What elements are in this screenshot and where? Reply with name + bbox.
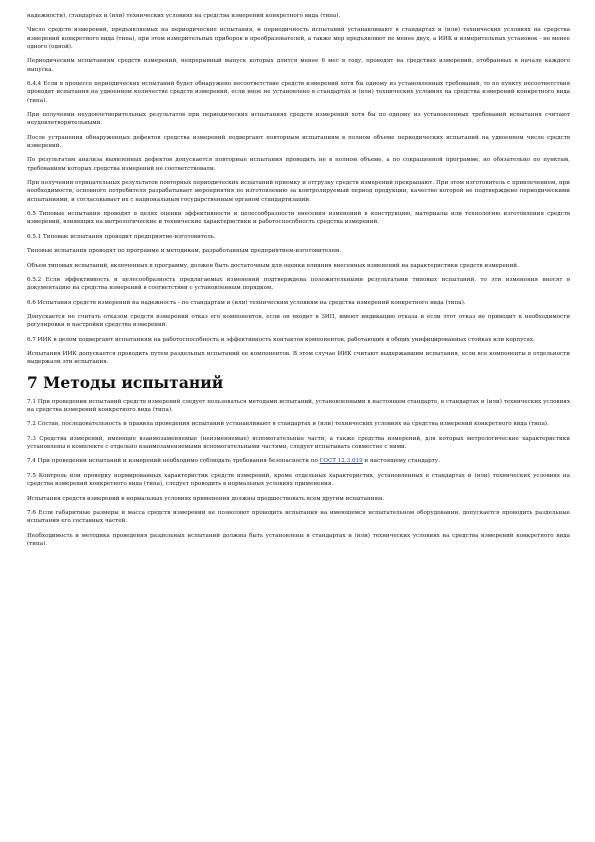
- paragraph: 6.4.4 Если в процессе периодических испытаний будет обнаружено несоответствие средств измерений хотя бы одному из установленных требований, то по пункту несоответствия проводят испытания на удвоенном количестве средств измерений, если иное не установлено в стандартах и (или) технических условиях на средства измерений конкретного вида (типа).: [27, 81, 570, 104]
- paragraph: 7.1 При проведении испытаний средств измерений следует пользоваться методами испытаний, установленными в настоящем стандарте, в стандартах и (или) технических условиях на средства измерений конкретного вида (типа).: [27, 398, 570, 413]
- paragraph: Необходимость и методика проведения раздельных испытаний должны быть установлены в стандартах и (или) технических условиях на средства измерений конкретного вида (типа).: [27, 532, 570, 547]
- paragraph: Испытания средств измерений в нормальных условиях применения должны предшествовать всем другим испытаниям.: [27, 495, 385, 502]
- paragraph-with-link: [27, 457, 570, 465]
- paragraph: Испытания ИИК допускается проводить путем раздельных испытаний ее компонентов. В этом случае ИИК считают выдержавшим испытания, если все компоненты в отдельности выдержали эти испытания.: [27, 351, 570, 366]
- paragraph: 7.2 Состав, последовательность и правила проведения испытаний устанавливают в стандартах и (или) технических условиях на средства измерений конкретного вида (типа).: [27, 421, 549, 428]
- paragraph: 7.5 Контроль или проверку нормированных характеристик средств измерений, кроме отдельных характеристик, установленных в стандартах и (или) технических условиях на средства измерений конкретного вида (типа), следует проводить в нормальных условиях применения.: [27, 472, 570, 488]
- paragraph: Допускается не считать отказом средств измерений отказ его компонентов, если он входит в ЗИП, имеют индикацию отказа и если этот отказ не приводит к необходимости регулировки и настройки средства измерений.: [27, 314, 570, 329]
- paragraph: По результатам анализа выявленных дефектов допускается повторные испытания проводить не в полном объеме, а по сокращенной программе, но обязательно по пунктам, требованиям которых средства измерений не соответствовали.: [27, 157, 570, 172]
- paragraph: 6.7 ИИК в целом подвергают испытаниям на работоспособность и эффективность контактов компонентов, работающих в общих унифицированных стойках или корпусах.: [27, 336, 535, 343]
- text-block-after: [27, 398, 570, 549]
- paragraph: 6.6 Испытания средств измерений на надежность - по стандартам и (или) техническим условиям на средства измерений конкретного вида (типа).: [27, 299, 466, 306]
- paragraph: При получении отрицательных результатов повторных периодических испытаний приемку и отгрузку средств измерений прекращают. При этом изготовитель с привлечением, при необходимости, основного потребителя разрабатывает мероприятия по изготовлению за контролируемый период продукции, качество которой не подтверждено периодическими испытаниями, и согласовывает их с национальным государственным органом стандартизации.: [27, 180, 570, 203]
- paragraph: надежности), стандартах и (или) технических условиях на средства измерений конкретного вида (типа).: [27, 13, 341, 19]
- section-heading: 7 Методы испытаний: [27, 372, 224, 392]
- paragraph: При получении неудовлетворительных результатов при периодических испытаниях средств измерений хотя бы по одному из установленных требований испытания считают неудовлетворительными.: [27, 112, 570, 127]
- paragraph: Объем типовых испытаний, включенных в программу, должен быть достаточным для оценки влияния внесенных изменений на характеристики средств измерений.: [27, 262, 519, 269]
- paragraph-text: и настоящему стандарту.: [362, 458, 440, 465]
- paragraph: 6.5 Типовые испытания проводят в целях оценки эффективности и целесообразности внесения изменений в конструкцию, материалы или технологию изготовления средств измерений, влияющих на метрологические и технические характеристики и работоспособность средства измерений.: [27, 211, 570, 226]
- paragraph: Типовые испытания проводят по программе и методикам, разработанным предприятием-изготовителем.: [27, 248, 342, 255]
- paragraph: 7.6 Если габаритные размеры и масса средств измерений не позволяют проводить испытания на имеющемся испытательном оборудовании, допускается проводить раздельные испытания его составных частей.: [27, 509, 570, 525]
- paragraph: 6.5.2 Если эффективность и целесообразность предлагаемых изменений подтверждена положительными результатами типовых испытаний, то эти изменения вносят в документацию на средства измерений в соответствии с установленным порядком.: [27, 276, 570, 292]
- paragraph: 7.3 Средства измерений, имеющие взаимозаменяемые (неизменяемые) вспомогательные части, а также средства измерений, для которых метрологические характеристики установлены в комплекте с отдельно взаимозаменяемыми вспомогательными частями, следует испытывать совместно с ними.: [27, 435, 570, 451]
- paragraph: 6.5.1 Типовые испытания проводит предприятие-изготовитель.: [27, 233, 216, 240]
- paragraph: После устранения обнаруженных дефектов средства измерений подвергают повторным испытаниям в полном объеме периодических испытаний на удвоенном числе средств измерений.: [27, 134, 570, 150]
- paragraph: Число средств измерений, предъявляемых на периодические испытания, и периодичность испытаний устанавливают в стандартах и (или) технических условиях на средства измерений конкретного вида (типа), при этом измерительных приборов и преобразователей, а также мер предъявляют не менее двух, а ИИК и измерительных установок - не менее одного (одной).: [27, 27, 570, 50]
- paragraph-text: 7.4 При проведении испытаний и измерений необходимо соблюдать требования безопасности по: [27, 458, 320, 465]
- paragraph: Периодическим испытаниям средств измерений, непрерывный выпуск которых длится менее 6 мес в году, проводят на средствах измерений, отобранных в начале каждого выпуска.: [27, 58, 570, 73]
- gost-reference-link[interactable]: ГОСТ 12.3.019: [319, 458, 363, 465]
- text-block-before: [27, 12, 570, 367]
